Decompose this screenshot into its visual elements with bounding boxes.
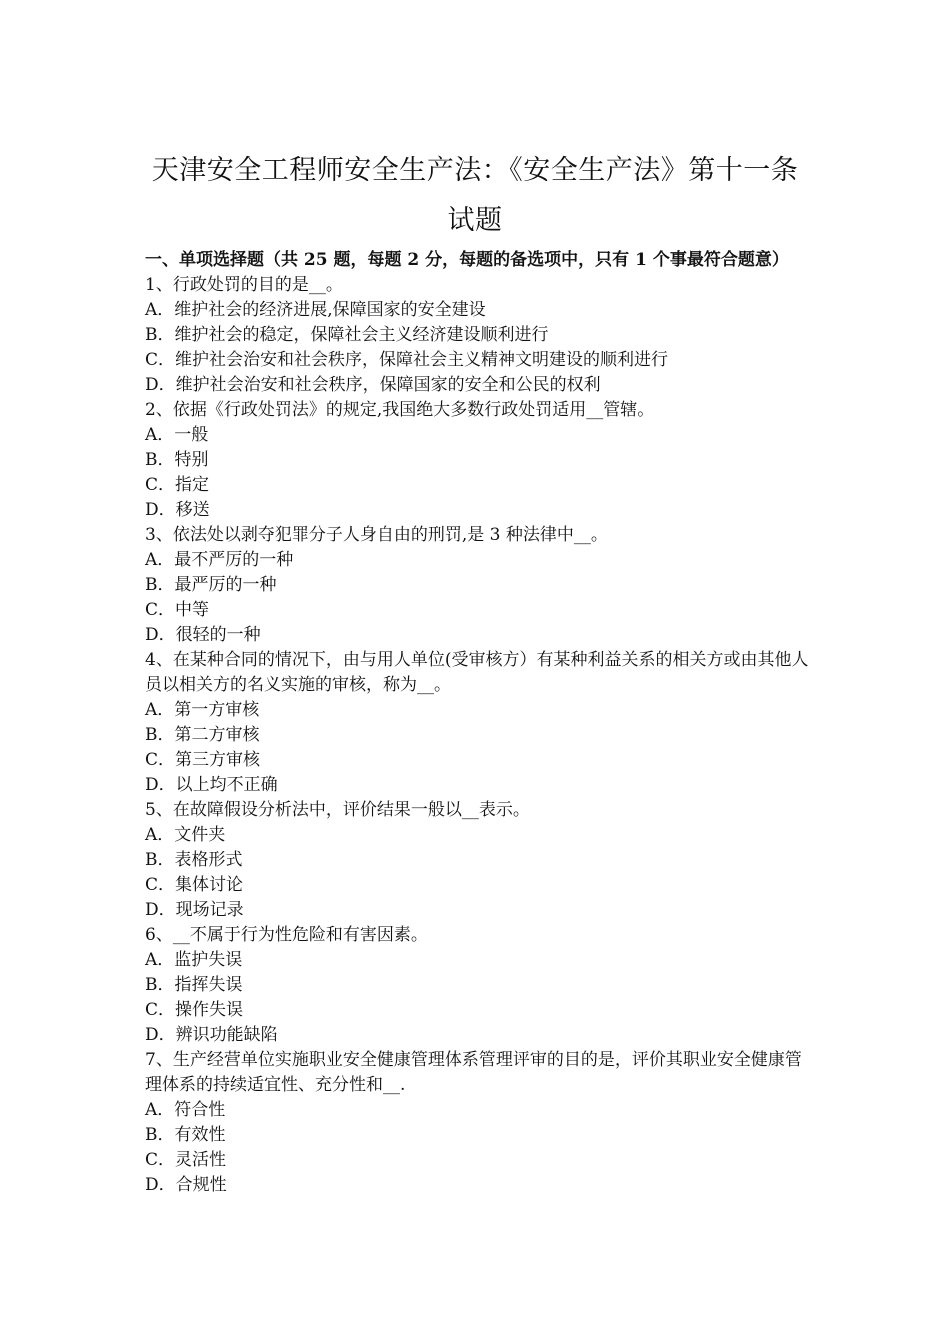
answer-option: D．很轻的一种 (145, 625, 261, 645)
answer-option: A．一般 (145, 425, 209, 445)
answer-option: A．监护失误 (145, 950, 243, 970)
answer-option: C．维护社会治安和社会秩序，保障社会主义精神文明建设的顺利进行 (145, 350, 669, 370)
answer-option: A．最不严厉的一种 (145, 550, 294, 570)
question-stem: 5、在故障假设分析法中，评价结果一般以__表示。 (145, 800, 530, 820)
answer-option: D．维护社会治安和社会秩序，保障国家的安全和公民的权利 (145, 375, 601, 395)
answer-option: B．第二方审核 (145, 725, 260, 745)
answer-option: D．现场记录 (145, 900, 244, 920)
answer-option: B．有效性 (145, 1125, 226, 1145)
document-body (145, 248, 810, 1198)
answer-option: B．最严厉的一种 (145, 575, 277, 595)
answer-option: D．以上均不正确 (145, 775, 278, 795)
question-item (145, 398, 810, 523)
question-item (145, 923, 810, 1048)
answer-option: D．合规性 (145, 1175, 227, 1195)
question-item (145, 1048, 810, 1198)
answer-option: C．操作失误 (145, 1000, 244, 1020)
answer-option: A．文件夹 (145, 825, 226, 845)
answer-option: C．指定 (145, 475, 210, 495)
question-stem: 3、依法处以剥夺犯罪分子人身自由的刑罚,是 3 种法律中__。 (145, 525, 608, 545)
answer-option: C．灵活性 (145, 1150, 227, 1170)
answer-option: B．指挥失误 (145, 975, 243, 995)
question-stem: 7、生产经营单位实施职业安全健康管理体系管理评审的目的是，评价其职业安全健康管理体系的持续适宜性、充分性和__. (145, 1050, 802, 1095)
answer-option: B．表格形式 (145, 850, 243, 870)
answer-option: C．集体讨论 (145, 875, 244, 895)
answer-option: C．中等 (145, 600, 210, 620)
answer-option: B．特别 (145, 450, 209, 470)
document-title: 天津安全工程师安全生产法：《安全生产法》第十一条试题 (151, 155, 799, 236)
answer-option: C．第三方审核 (145, 750, 261, 770)
answer-option: D．辨识功能缺陷 (145, 1025, 278, 1045)
question-stem: 4、在某种合同的情况下，由与用人单位(受审核方）有某种利益关系的相关方或由其他人员以相关方的名义实施的审核，称为__。 (145, 650, 809, 695)
question-list (145, 273, 810, 1198)
question-stem: 6、__不属于行为性危险和有害因素。 (145, 925, 428, 945)
answer-option: B．维护社会的稳定，保障社会主义经济建设顺利进行 (145, 325, 549, 345)
question-item (145, 648, 810, 798)
question-item (145, 273, 810, 398)
question-item (145, 523, 810, 648)
question-item (145, 798, 810, 923)
answer-option: D．移送 (145, 500, 210, 520)
question-stem: 1、行政处罚的目的是__。 (145, 275, 343, 295)
answer-option: A．符合性 (145, 1100, 226, 1120)
question-stem: 2、依据《行政处罚法》的规定,我国绝大多数行政处罚适用__管辖。 (145, 400, 655, 420)
answer-option: A．第一方审核 (145, 700, 260, 720)
section-heading: 一、单项选择题（共 25 题，每题 2 分，每题的备选项中，只有 1 个事最符合题意） (145, 250, 789, 270)
answer-option: A．维护社会的经济进展,保障国家的安全建设 (145, 300, 486, 320)
